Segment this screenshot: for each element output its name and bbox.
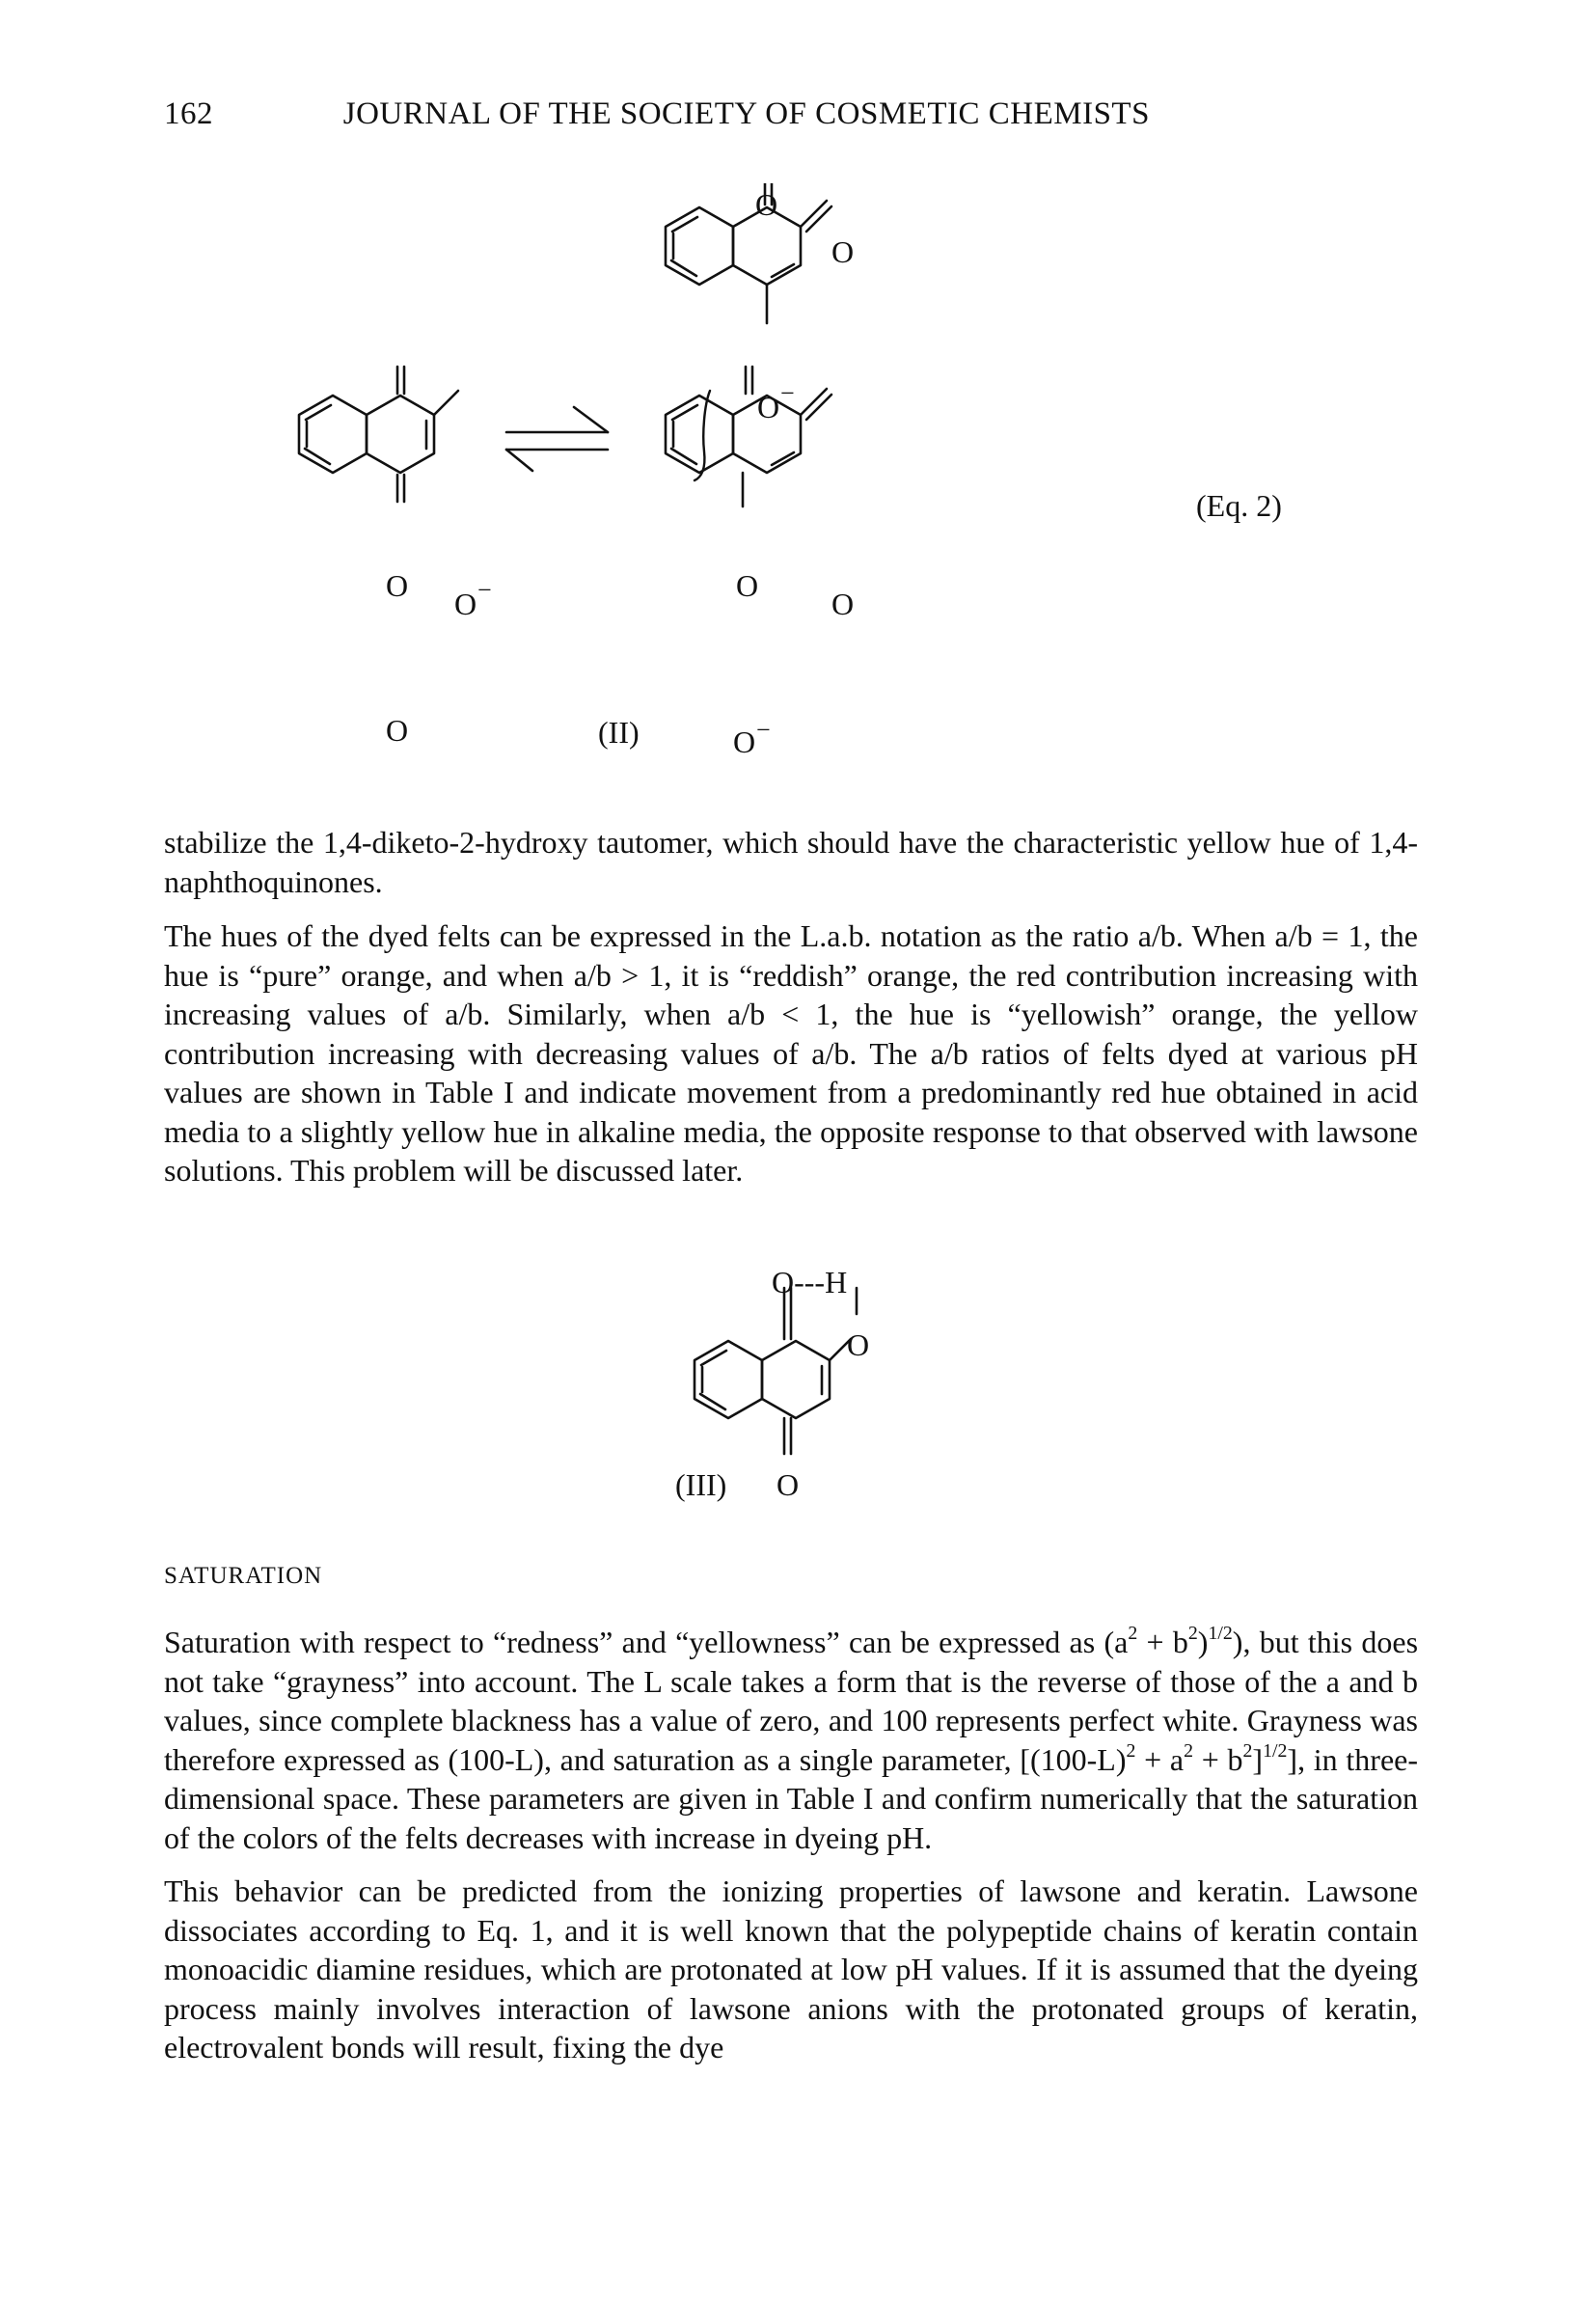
lower-left-naphthoquinone-structure: [299, 367, 458, 502]
paragraph-tautomer: stabilize the 1,4-diketo-2-hydroxy tautomer, which should have the characteristic yellow hue of 1,4-naphthoquinones.: [164, 825, 1418, 899]
atom-label: O: [776, 1467, 800, 1502]
paragraph-saturation: Saturation with respect to “redness” and “yellowness” can be expressed as $(a^2 + b^2)^{1/2}$), but this does not take “grayness” into account. The L scale takes a form that is the reverse of those of the a and b values, since complete blackness has a value of zero, and 100 represents perfect white. Grayness was therefore expressed as (100-L), and saturation as a single parameter, $[(100-L)^2 + a^2 + b^2]^{1/2}$], in three-dimensional space. These parameters are given in Table I and confirm numerically that the saturation of the colors of the felts decreases with increase in dyeing pH.: [164, 1623, 1419, 1855]
atom-label: O: [454, 587, 477, 621]
atom-label: O: [757, 390, 780, 424]
paragraph-ionizing: This behavior can be predicted from the ionizing properties of lawsone and keratin. Lawsone dissociates according to Eq. 1, and it is well known that the polypeptide chains of keratin contain monoacidic diamine residues, which are protonated at low pH values. If it is assumed that the dyeing process mainly involves interaction of lawsone anions with the protonated groups of keratin, electrovalent bonds will result, fixing the dye: [164, 1873, 1418, 2064]
hydrogen-bond-label: O---H: [772, 1265, 848, 1299]
section-heading-saturation: SATURATION: [164, 1563, 323, 1589]
upper-naphthoquinone-structure: [666, 183, 831, 480]
compound-III-figure: [0, 1264, 1580, 1515]
minus-sign: −: [756, 716, 771, 744]
equation-2-figure: [0, 183, 1580, 781]
atom-label: O: [755, 187, 778, 222]
running-header: [164, 96, 1418, 132]
equation-label: (Eq. 2): [1196, 488, 1282, 523]
paragraph-hues: The hues of the dyed felts can be expressed in the L.a.b. notation as the ratio a/b. When a/b = 1, the hue is “pure” orange, and when a/b > 1, it is “reddish” orange, the red contribution increasing with increasing values of a/b. Similarly, when a/b < 1, the hue is “yellowish” orange, the yellow contribution increasing with decreasing values of a/b. The a/b ratios of felts dyed at various pH values are shown in Table I and indicate movement from a predominantly red hue obtained in acid media to a slightly yellow hue in alkaline media, the opposite response to that observed with lawsone solutions. This problem will be discussed later.: [164, 918, 1418, 1188]
atom-label: O: [831, 234, 855, 269]
minus-sign: −: [477, 576, 492, 604]
atom-label: O: [831, 587, 855, 621]
compound-label-II: (II): [598, 715, 640, 750]
atom-label: O: [736, 568, 759, 603]
minus-sign: −: [780, 379, 795, 407]
page-number: 162: [164, 96, 213, 131]
lower-right-naphthoquinone-structure: [666, 367, 831, 506]
atom-label: O: [733, 725, 756, 759]
equilibrium-arrows: [506, 407, 608, 471]
compound-label-III: (III): [675, 1467, 727, 1502]
journal-title: JOURNAL OF THE SOCIETY OF COSMETIC CHEMISTS: [342, 96, 1150, 131]
atom-label: O: [847, 1327, 870, 1362]
atom-label: O: [386, 568, 409, 603]
atom-label: O: [386, 713, 409, 748]
